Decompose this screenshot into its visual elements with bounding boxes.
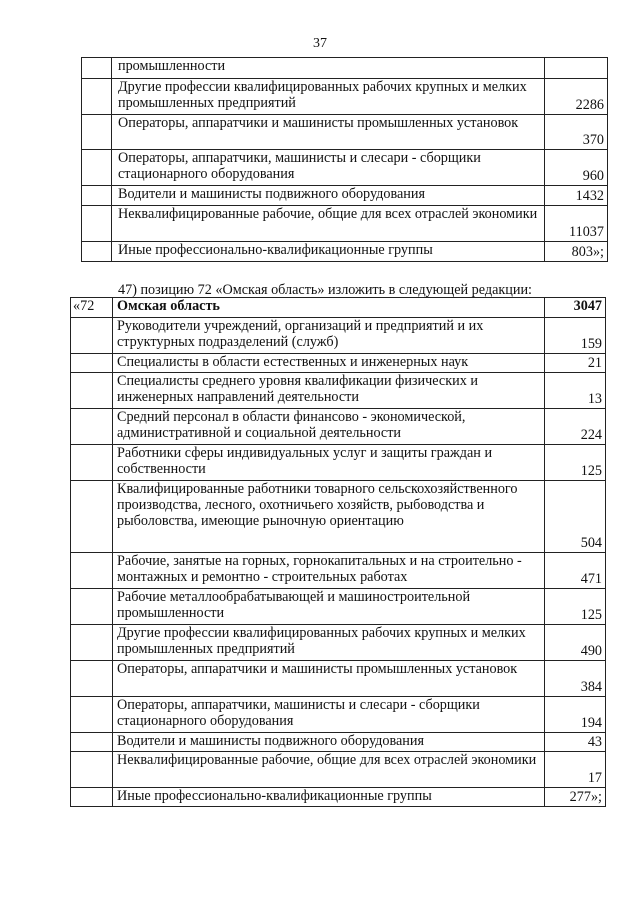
value-cell: 21 (545, 354, 606, 373)
table-row (71, 661, 606, 697)
code-cell (71, 788, 113, 807)
value-cell: 11037 (545, 206, 608, 242)
position-code: «72 (71, 298, 113, 318)
table-row (71, 318, 606, 354)
category-cell: Операторы, аппаратчики и машинисты промышленных установок (113, 661, 545, 697)
value-cell: 224 (545, 409, 606, 445)
code-cell (71, 625, 113, 661)
table-row (71, 752, 606, 788)
table-row (82, 58, 608, 79)
code-cell (71, 445, 113, 481)
category-cell: Неквалифицированные рабочие, общие для всех отраслей экономики (112, 206, 545, 242)
table-row (82, 150, 608, 186)
category-cell: промышленности (112, 58, 545, 79)
code-cell (82, 242, 112, 262)
table-row (71, 733, 606, 752)
code-cell (71, 318, 113, 354)
region-total: 3047 (545, 298, 606, 318)
omsk-region-table (70, 297, 606, 807)
code-cell (82, 150, 112, 186)
category-cell: Специалисты среднего уровня квалификации физических и инженерных направлений деятельности (113, 373, 545, 409)
category-cell: Квалифицированные работники товарного сельскохозяйственного производства, лесного, охотничьего хозяйств, рыбоводства и рыболовства, имеющие рыночную ориентацию (113, 481, 545, 553)
value-cell: 194 (545, 697, 606, 733)
page-number: 37 (313, 36, 327, 51)
region-name: Омская область (113, 298, 545, 318)
table-row (71, 589, 606, 625)
category-cell: Иные профессионально-квалификационные группы (113, 788, 545, 807)
category-cell: Специалисты в области естественных и инженерных наук (113, 354, 545, 373)
category-cell: Операторы, аппаратчики, машинисты и слесари - сборщики стационарного оборудования (113, 697, 545, 733)
table-row (82, 206, 608, 242)
value-cell: 277»; (545, 788, 606, 807)
table-row (71, 625, 606, 661)
code-cell (82, 206, 112, 242)
table-row (82, 79, 608, 115)
table-row (71, 553, 606, 589)
table-row (71, 788, 606, 807)
category-cell: Водители и машинисты подвижного оборудования (112, 186, 545, 206)
category-cell: Рабочие, занятые на горных, горнокапитальных и на строительно - монтажных и ремонтно - строительных работах (113, 553, 545, 589)
table-row (71, 697, 606, 733)
code-cell (71, 481, 113, 553)
table-row (71, 481, 606, 553)
table-row (82, 242, 608, 262)
value-cell: 490 (545, 625, 606, 661)
value-cell: 471 (545, 553, 606, 589)
code-cell (71, 752, 113, 788)
category-cell: Другие профессии квалифицированных рабочих крупных и мелких промышленных предприятий (112, 79, 545, 115)
value-cell: 159 (545, 318, 606, 354)
code-cell (71, 373, 113, 409)
category-cell: Неквалифицированные рабочие, общие для всех отраслей экономики (113, 752, 545, 788)
amendment-instruction: 47) позицию 72 «Омская область» изложить в следующей редакции: (118, 282, 532, 298)
value-cell: 125 (545, 445, 606, 481)
table-row (71, 445, 606, 481)
category-cell: Иные профессионально-квалификационные группы (112, 242, 545, 262)
code-cell (71, 553, 113, 589)
value-cell: 125 (545, 589, 606, 625)
category-cell: Средний персонал в области финансово - экономической, административной и социальной деятельности (113, 409, 545, 445)
table-row (71, 354, 606, 373)
code-cell (82, 79, 112, 115)
value-cell: 43 (545, 733, 606, 752)
value-cell: 370 (545, 115, 608, 150)
value-cell: 13 (545, 373, 606, 409)
category-cell: Операторы, аппаратчики, машинисты и слесари - сборщики стационарного оборудования (112, 150, 545, 186)
code-cell (71, 589, 113, 625)
table-row (71, 409, 606, 445)
category-cell: Рабочие металлообрабатывающей и машиностроительной промышленности (113, 589, 545, 625)
value-cell: 17 (545, 752, 606, 788)
table-row (82, 115, 608, 150)
code-cell (82, 58, 112, 79)
value-cell (545, 58, 608, 79)
region-header-row (71, 298, 606, 318)
code-cell (82, 115, 112, 150)
code-cell (71, 354, 113, 373)
value-cell: 960 (545, 150, 608, 186)
code-cell (82, 186, 112, 206)
code-cell (71, 733, 113, 752)
table-row (82, 186, 608, 206)
category-cell: Работники сферы индивидуальных услуг и защиты граждан и собственности (113, 445, 545, 481)
code-cell (71, 409, 113, 445)
code-cell (71, 697, 113, 733)
category-cell: Другие профессии квалифицированных рабочих крупных и мелких промышленных предприятий (113, 625, 545, 661)
value-cell: 504 (545, 481, 606, 553)
category-cell: Руководители учреждений, организаций и предприятий и их структурных подразделений (служб) (113, 318, 545, 354)
table-row (71, 373, 606, 409)
value-cell: 1432 (545, 186, 608, 206)
category-cell: Операторы, аппаратчики и машинисты промышленных установок (112, 115, 545, 150)
continuation-table (81, 57, 608, 262)
value-cell: 803»; (545, 242, 608, 262)
value-cell: 384 (545, 661, 606, 697)
code-cell (71, 661, 113, 697)
category-cell: Водители и машинисты подвижного оборудования (113, 733, 545, 752)
value-cell: 2286 (545, 79, 608, 115)
